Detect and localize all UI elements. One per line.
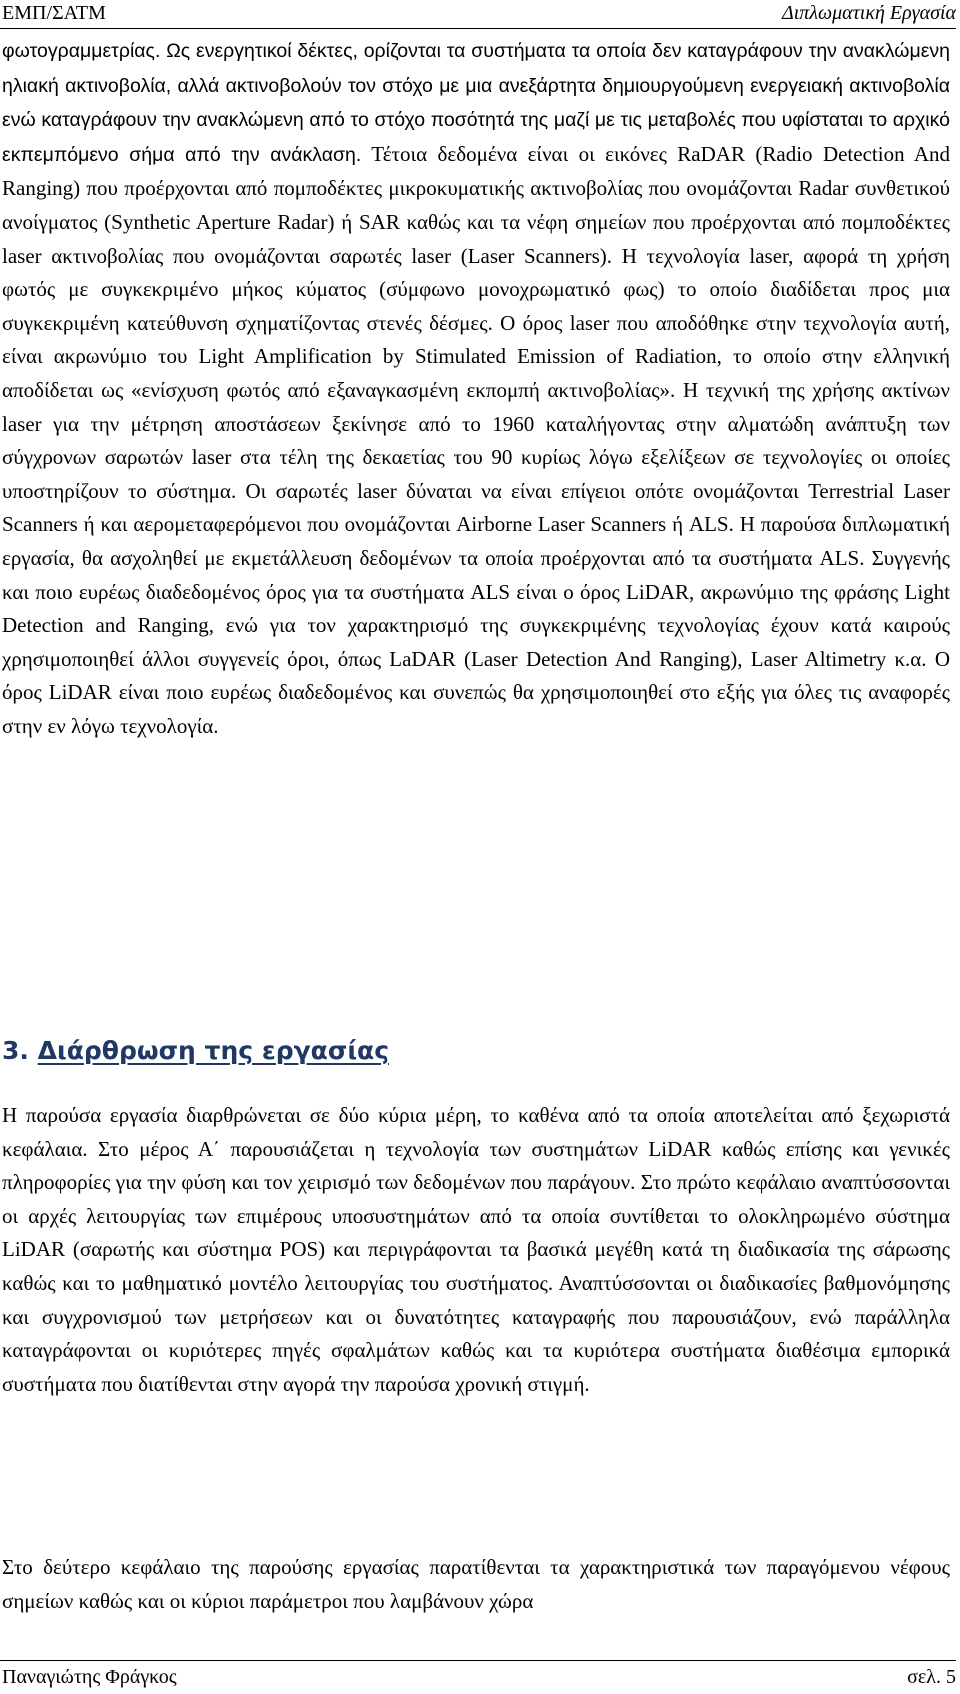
section-number: 3. — [2, 1036, 29, 1065]
page-header — [0, 0, 956, 34]
paragraph-1-sans-text: φωτογραμμετρίας. Ως ενεργητικοί δέκτες, ορίζονται τα συστήματα τα οποία δεν καταγράφουν την ανακλώμενη ηλιακή ακτινοβολία, αλλά ακτινοβολούν τον στόχο με μια ανεξάρτητα δημιουργούμενη ενεργειακή ακτινοβολία ενώ καταγράφουν την ανακλώμενη από το στόχο ποσότητά της μαζί με τις μεταβολές που υφίσταται το αρχικό εκπεμπόμενο σήμα από την ανάκλαση. — [2, 40, 950, 166]
header-document-type: Διπλωματική Εργασία — [782, 2, 956, 24]
section-heading — [2, 1036, 389, 1065]
footer-rule — [0, 1660, 956, 1661]
header-rule — [0, 28, 956, 29]
paragraph-1-serif-text: Τέτοια δεδομένα είναι οι εικόνες RaDAR (Radio Detection And Ranging) που προέρχονται από πομποδέκτες μικροκυματικής ακτινοβολίας που ονομάζονται Radar συνθετικού ανοίγματος (Synthetic Aperture Radar) ή SAR καθώς και τα νέφη σημείων που προέρχονται από πομποδέκτες laser ακτινοβολίας που ονομάζονται σαρωτές laser (Laser Scanners). Η τεχνολογία laser, αφορά τη χρήση φωτός με συγκεκριμένο μήκος κύματος (σύμφωνο μονοχρωματικό φως) το οποίο διαδίδεται προς μια συγκεκριμένη κατεύθυνση σχηματίζοντας στενές δέσμες. Ο όρος laser που αποδόθηκε στην τεχνολογία αυτή, είναι ακρωνύμιο του Light Amplification by Stimulated Emission of Radiation, το οποίο στην ελληνική αποδίδεται ως «ενίσχυση φωτός από εξαναγκασμένη εκπομπή ακτινοβολίας». Η τεχνική της χρήσης ακτίνων laser για την μέτρηση αποστάσεων ξεκίνησε από το 1960 καταλήγοντας στην αλματώδη ανάπτυξη των σύγχρονων σαρωτών laser στα τέλη της δεκαετίας του 90 κυρίως λόγω εξελίξεων σε τεχνολογίες οι οποίες υποστηρίζουν το σύστημα. Οι σαρωτές laser δύναται να είναι επίγειοι οπότε ονομάζονται Terrestrial Laser Scanners ή και αερομεταφερόμενοι που ονομάζονται Airborne Laser Scanners ή ALS. Η παρούσα διπλωματική εργασία, θα ασχοληθεί με εκμετάλλευση δεδομένων τα οποία προέρχονται από τα συστήματα ALS. Συγγενής και ποιο ευρέως διαδεδομένος όρος για τα συστήματα ALS είναι ο όρος LiDAR, ακρωνύμιο της φράσης Light Detection and Ranging, ενώ για τον χαρακτηρισμό της συγκεκριμένης τεχνολογίας έχουν κατά καιρούς χρησιμοποιηθεί άλλοι συγγενείς όροι, όπως LaDAR (Laser Detection And Ranging), Laser Altimetry κ.α. Ο όρος LiDAR είναι ποιο ευρέως διαδεδομένος και συνεπώς θα χρησιμοποιηθεί στο εξής για όλες τις αναφορές στην εν λόγω τεχνολογία. — [2, 141, 950, 738]
header-institution: ΕΜΠ/ΣΑΤΜ — [2, 2, 106, 24]
footer-page-number: σελ. 5 — [907, 1666, 956, 1688]
body-paragraph-1 — [2, 34, 950, 743]
footer-author: Παναγιώτης Φράγκος — [2, 1666, 177, 1688]
body-paragraph-2: Η παρούσα εργασία διαρθρώνεται σε δύο κύρια μέρη, το καθένα από τα οποία αποτελείται από ξεχωριστά κεφάλαια. Στο μέρος Α΄ παρουσιάζεται η τεχνολογία των συστημάτων LiDAR καθώς επίσης και γενικές πληροφορίες για την φύση και τον χειρισμό των δεδομένων που παράγουν. Στο πρώτο κεφάλαιο αναπτύσσονται οι αρχές λειτουργίας των επιμέρους υποσυστημάτων από τα οποία συντίθεται το ολοκληρωμένο σύστημα LiDAR (σαρωτής και σύστημα POS) και περιγράφονται τα βασικά μεγέθη κατά τη διαδικασία της σάρωσης καθώς και το μαθηματικό μοντέλο λειτουργίας του συστήματος. Αναπτύσσονται οι διαδικασίες βαθμονόμησης και συγχρονισμού των μετρήσεων και οι δυνατότητες καταγραφής που παρουσιάζουν, ενώ παράλληλα καταγράφονται οι κυριότερες πηγές σφαλμάτων καθώς και τα κυριότερα συστήματα διαθέσιμα εμπορικά συστήματα που διατίθενται στην αγορά την παρούσα χρονική στιγμή. — [2, 1103, 950, 1396]
page-footer — [0, 1660, 956, 1694]
body-paragraph-3: Στο δεύτερο κεφάλαιο της παρούσης εργασίας παρατίθενται τα χαρακτηριστικά των παραγόμενου νέφους σημείων καθώς και οι κύριοι παράμετροι που λαμβάνουν χώρα — [2, 1555, 950, 1613]
section-title: Διάρθρωση της εργασίας — [37, 1036, 390, 1065]
